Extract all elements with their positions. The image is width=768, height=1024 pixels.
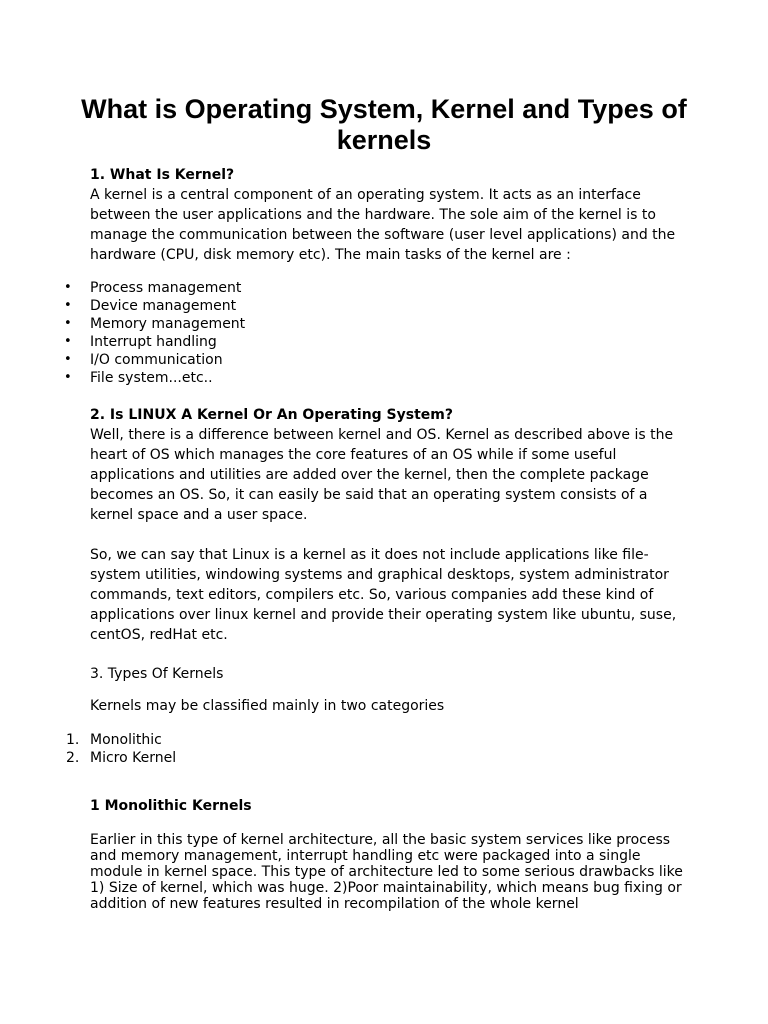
list-item-text: Micro Kernel (90, 750, 177, 766)
section-paragraph-monolithic: Earlier in this type of kernel architecture, all the basic system services like process and memory management, interrupt handling etc were packaged into a single module in kernel space. This type of architecture led to some serious drawbacks like 1) Size of kernel, which was huge. 2)Poor maintainability, which means bug fixing or addition of new features resulted in recompilation of the whole kernel (90, 832, 683, 912)
types-intro-text: Kernels may be classified mainly in two categories (90, 698, 445, 714)
bullet-icon: • (64, 334, 72, 349)
section-paragraph: A kernel is a central component of an operating system. It acts as an interface between the user applications and the hardware. The sole aim of the kernel is to manage the communication between the software (user level applications) and the hardware (CPU, disk memory etc). The main tasks of the kernel are : (90, 187, 676, 263)
list-item (0, 333, 700, 351)
list-item-text: Device management (90, 298, 237, 314)
list-item (0, 315, 700, 333)
section-what-is-kernel (90, 165, 690, 265)
document-title: What is Operating System, Kernel and Types of kernels (81, 94, 687, 155)
kernel-tasks-list (0, 279, 700, 387)
bullet-icon: • (64, 298, 72, 313)
section-heading: 2. Is LINUX A Kernel Or An Operating System? (90, 407, 453, 423)
list-item (0, 297, 700, 315)
list-item (0, 369, 700, 387)
section-heading-monolithic-kernels: 1 Monolithic Kernels (90, 798, 252, 814)
list-number: 1. (66, 732, 80, 748)
list-item (0, 731, 700, 749)
list-item-text: Monolithic (90, 732, 162, 748)
list-item-text: Interrupt handling (90, 334, 217, 350)
list-number: 2. (66, 750, 80, 766)
list-item (0, 749, 700, 767)
section-heading-types-of-kernels: 3. Types Of Kernels (90, 666, 224, 682)
bullet-icon: • (64, 316, 72, 331)
section-linux-kernel-or-os (90, 405, 690, 525)
bullet-icon: • (64, 352, 72, 367)
section-paragraph-linux: So, we can say that Linux is a kernel as it does not include applications like file-system utilities, windowing systems and graphical desktops, system administrator commands, text editors, compilers etc. So, various companies add these kind of applications over linux kernel and provide their operating system like ubuntu, suse, centOS, redHat etc. (90, 547, 677, 643)
list-item-text: Memory management (90, 316, 246, 332)
list-item-text: Process management (90, 280, 242, 296)
list-item-text: File system...etc.. (90, 370, 213, 386)
bullet-icon: • (64, 280, 72, 295)
list-item-text: I/O communication (90, 352, 223, 368)
bullet-icon: • (64, 370, 72, 385)
list-item (0, 351, 700, 369)
section-heading: 1. What Is Kernel? (90, 167, 235, 183)
section-paragraph: Well, there is a difference between kernel and OS. Kernel as described above is the heart of OS which manages the core features of an OS while if some useful applications and utilities are added over the kernel, then the complete package becomes an OS. So, it can easily be said that an operating system consists of a kernel space and a user space. (90, 427, 674, 523)
list-item (0, 279, 700, 297)
kernel-types-list (0, 731, 700, 767)
